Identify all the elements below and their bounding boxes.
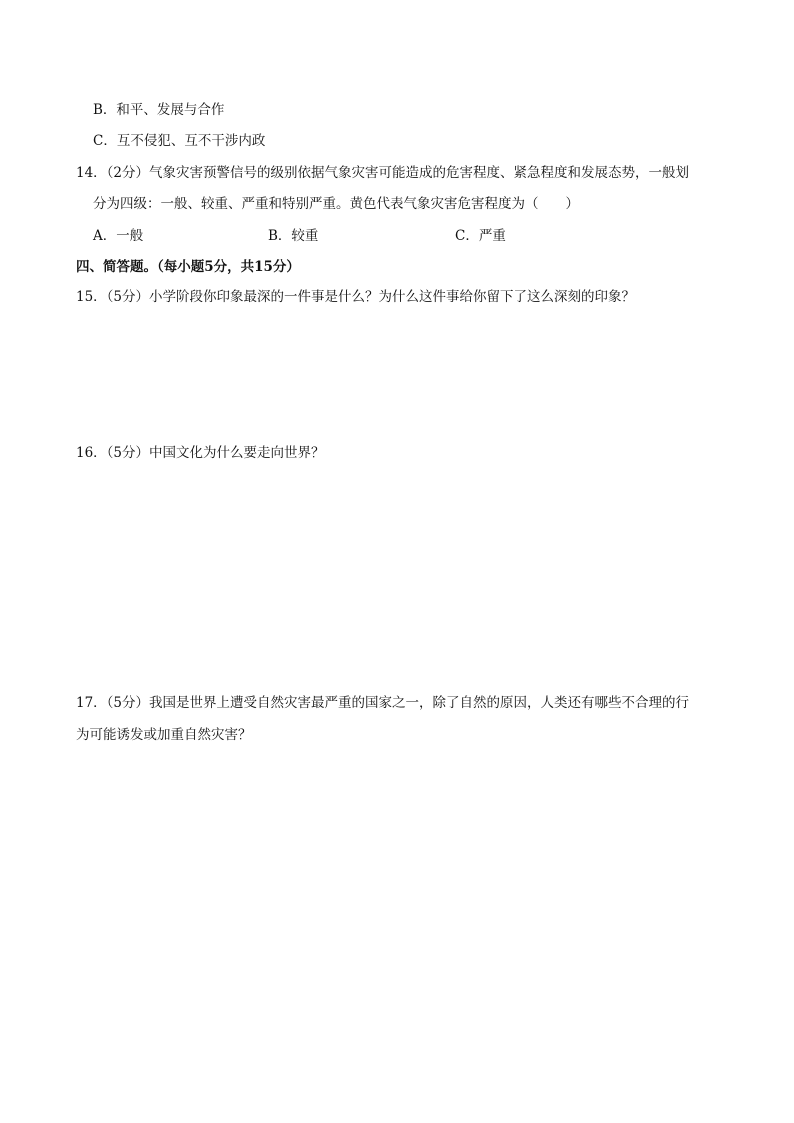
q14-stem-line2: 分为四级：一般、较重、严重和特别严重。黄色代表气象灾害危害程度为（ ） (93, 196, 579, 212)
q14-option-c: C．严重 (455, 228, 506, 244)
q14-stem-line1: 14．（2分）气象灾害预警信号的级别依据气象灾害可能造成的危害程度、紧急程度和发展态势，一般划 (76, 165, 690, 181)
section-heading: 四、简答题。（每小题5分，共15分） (76, 259, 300, 275)
q14-option-a: A．一般 (93, 228, 144, 244)
q13-option-b: B．和平、发展与合作 (93, 102, 225, 118)
q16-stem: 16．（5分）中国文化为什么要走向世界？ (76, 445, 325, 461)
q14-option-b: B．较重 (268, 228, 319, 244)
q17-stem-line2: 为可能诱发或加重自然灾害？ (76, 727, 252, 743)
q17-stem-line1: 17．（5分）我国是世界上遭受自然灾害最严重的国家之一，除了自然的原因，人类还有哪些不合理的行 (76, 695, 690, 711)
q13-option-c: C．互不侵犯、互不干涉内政 (93, 133, 266, 149)
q15-stem: 15．（5分）小学阶段你印象最深的一件事是什么？为什么这件事给你留下了这么深刻的印象？ (76, 289, 636, 305)
